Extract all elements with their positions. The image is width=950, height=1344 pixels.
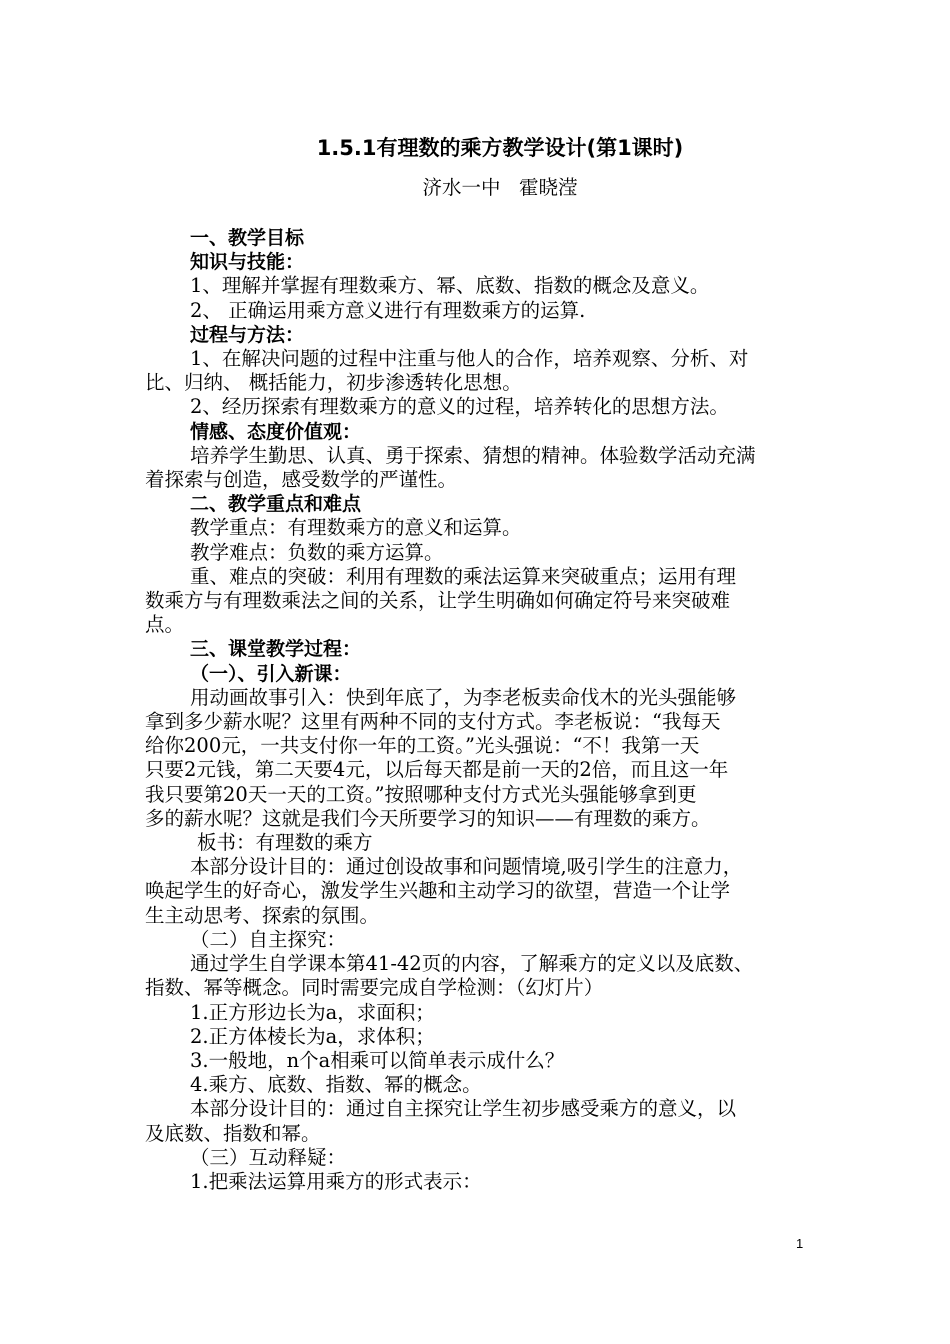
paragraph-line: 多的薪水呢？这就是我们今天所要学习的知识——有理数的乘方。 (145, 806, 711, 830)
paragraph-line: 2、经历探索有理数乘方的意义的过程，培养转化的思想方法。 (190, 395, 729, 419)
subheading-introduction: （一）、引入新课： (190, 662, 352, 685)
paragraph-line: 培养学生勤思、认真、勇于探索、猜想的精神。体验数学活动充满 (190, 443, 756, 467)
paragraph-line: 比、归纳、 概括能力，初步渗透转化思想。 (145, 371, 522, 395)
heading-key-difficult-points: 二、教学重点和难点 (190, 493, 362, 516)
heading-classroom-process: 三、课堂教学过程： (190, 638, 362, 661)
paragraph-line: 点。 (145, 613, 185, 637)
paragraph-line: 本部分设计目的：通过自主探究让学生初步感受乘方的意义，以 (190, 1097, 737, 1121)
paragraph-line: 通过学生自学课本第41-42页的内容，了解乘方的定义以及底数、 (190, 952, 754, 976)
list-item: 2.正方体棱长为a，求体积； (190, 1024, 435, 1048)
subheading-interactive: （三）互动释疑： (190, 1145, 347, 1169)
list-item: 1.正方形边长为a，求面积； (190, 1000, 435, 1024)
paragraph-line: 重、难点的突破：利用有理数的乘法运算来突破重点；运用有理 (190, 564, 737, 588)
list-item: 4.乘方、底数、指数、幂的概念。 (190, 1073, 482, 1097)
paragraph-line: 我只要第20天一天的工资。”按照哪种支付方式光头强能够拿到更 (145, 782, 697, 806)
paragraph-line: 1、理解并掌握有理数乘方、幂、底数、指数的概念及意义。 (190, 274, 710, 298)
paragraph-line: 拿到多少薪水呢？这里有两种不同的支付方式。李老板说：“我每天 (145, 710, 721, 734)
paragraph-line: 2、 正确运用乘方意义进行有理数乘方的运算. (190, 298, 586, 322)
paragraph-line: 数乘方与有理数乘法之间的关系，让学生明确如何确定符号来突破难 (145, 589, 731, 613)
document-title: 1.5.1有理数的乘方教学设计(第1课时) (316, 136, 684, 160)
subheading-emotion-attitude: 情感、态度价值观： (190, 420, 362, 443)
subheading-self-exploration: （二）自主探究： (190, 927, 347, 951)
list-item: 3.一般地，n个a相乘可以简单表示成什么？ (190, 1048, 565, 1072)
paragraph-line: 教学难点：负数的乘方运算。 (190, 540, 444, 564)
paragraph-line: 及底数、指数和幂。 (145, 1121, 321, 1145)
paragraph-line: 生主动思考、探索的氛围。 (145, 903, 380, 927)
document-author: 济水一中 霍晓滢 (422, 176, 578, 199)
paragraph-line: 给你200元，一共支付你一年的工资。”光头强说：“不！我第一天 (145, 734, 700, 758)
subheading-knowledge-skills: 知识与技能： (190, 251, 305, 274)
paragraph-line: 教学重点：有理数乘方的意义和运算。 (190, 516, 522, 540)
paragraph-line: 用动画故事引入：快到年底了，为李老板卖命伐木的光头强能够 (190, 685, 737, 709)
paragraph-line: 唤起学生的好奇心，激发学生兴趣和主动学习的欲望，营造一个让学 (145, 879, 731, 903)
paragraph-line: 板书：有理数的乘方 (197, 831, 373, 855)
document-body (145, 226, 825, 1194)
paragraph-line: 着探索与创造，感受数学的严谨性。 (145, 468, 458, 492)
paragraph-line: 1、在解决问题的过程中注重与他人的合作，培养观察、分析、对 (190, 347, 749, 371)
paragraph-line: 只要2元钱，第二天要4元，以后每天都是前一天的2倍，而且这一年 (145, 758, 729, 782)
list-item: 1.把乘法运算用乘方的形式表示： (190, 1169, 482, 1193)
paragraph-line: 指数、幂等概念。同时需要完成自学检测：（幻灯片） (145, 976, 604, 1000)
paragraph-line: 本部分设计目的：通过创设故事和问题情境,吸引学生的注意力， (190, 855, 743, 879)
heading-teaching-objectives: 一、教学目标 (190, 227, 305, 249)
subheading-process-methods: 过程与方法： (190, 323, 305, 346)
page-number: 1 (796, 1236, 804, 1251)
